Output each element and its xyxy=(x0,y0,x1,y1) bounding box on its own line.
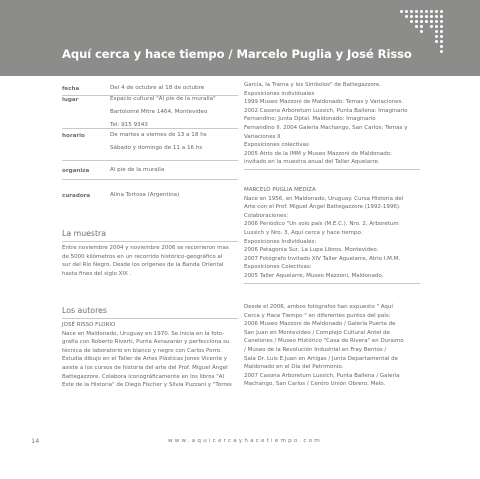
value-fecha: Del 4 de octubre al 18 de octubre xyxy=(110,84,205,91)
logo-dot xyxy=(410,20,413,23)
footer-url: www.aquicercayhacetiempo.com xyxy=(168,438,322,444)
value-organiza: Al pie de la muralla xyxy=(110,166,165,173)
right-column-bio-puglia: MARCELO PUGLIA MEDIZA Nace en 1956, en Maldonado, Uruguay. Cursa Historia del Arte con el Prof. Miguel Ángel Battegazzore (1992-1996). Colaboraciones: 2006 Periódico "Un solo país (M.E.C.). Nro. 2, Arboretum Lussich y Nro. 3, Aquí cerca y hace tiempo. Exposiciones Individuales: 2006 Patagonia Sur, La Lupa Libros, Montevideo. 2007 Fotógrafo Invitado XIV Taller Aquelarre, Atrio I.M.M. Exposiciones Colectivas: 2005 Taller Aquelarre, Museo Mazzoni, Maldonado. xyxy=(244,187,404,279)
right-column-bio-risso: García, la Trama y los Símbolos" de Battegazzore. Exposiciones individuales 1999 Museo Mazzoni de Maldonado: Temas y Variaciones. 2002 Casona Arboretum Lussich, Punta Ballena: Imaginario Fernandino; Junta Dptal. Maldonado: Imaginario Fernandino II. 2004 Galería Machango, San Carlos: Temas y Variaciones II Exposiciones colectivas 2005 Atrio de la IMM y Museo Mazzoni de Maldonado: invitado en la muestra anual del Taller Aquelarre. xyxy=(244,82,408,166)
logo-dot xyxy=(440,25,443,28)
page-number: 14 xyxy=(31,437,40,445)
logo-dot xyxy=(415,20,418,23)
divider xyxy=(62,160,238,161)
logo-dot xyxy=(440,15,443,18)
logo-dot xyxy=(420,10,423,13)
logo-dot xyxy=(435,15,438,18)
logo-dot xyxy=(425,15,428,18)
logo-dot xyxy=(410,10,413,13)
section-heading-autores: Los autores xyxy=(62,306,107,315)
logo-dot xyxy=(425,10,428,13)
logo-dot xyxy=(435,35,438,38)
divider xyxy=(62,318,238,319)
logo-dot xyxy=(425,20,428,23)
logo-dot xyxy=(440,10,443,13)
autores-paragraph: JOSÉ RISSO FLORIO Nace en Maldonado, Uruguay en 1970. Se inicia en la foto- grafía con Roberto Riverti, Punta Asnazarán y perfecciona su técnica de laboratorio en blanco y negro con Carlos Porro. Estudia dibujo en el Taller de Artes Plásticas Jones Vicente y asiste a los cursos de historia del arte del Prof. Miguel Ángel Battegazzore. Colabora iconográficamente en los libros "Al Este de la Historia" de Diego Fischer y Silvia Puzzani y "Torres xyxy=(62,322,232,389)
label-fecha: fecha xyxy=(62,86,80,92)
logo-dot xyxy=(430,20,433,23)
label-organiza: organiza xyxy=(62,168,90,174)
value-horario: De martes a viernes de 13 a 18 hs Sábado y domingo de 11 a 16 hs xyxy=(110,131,207,151)
right-column-exhibitions: Desde el 2006, ambos fotógrafos han expuesto " Aquí Cerca y Hace Tiempo " en diferentes puntos del país: 2006 Museo Mazzoni de Maldonado / Galería Puerta de San Juan en Montevideo / Complejo Cultural Antel de Canelones / Museo Histórico "Casa de Rivera" en Durazno / Museo de la Revolución Industrial en Fray Bentos / Sala Dr. Luis E.Juan en Artigas / Junta Departamental de Maldonado en el Día del Patrimonio. 2007 Casona Arboretum Lussich, Punta Ballena / Galería Machango, San Carlos / Centro Unión Obrero, Melo. xyxy=(244,304,404,388)
logo-dot xyxy=(435,10,438,13)
logo-dot xyxy=(415,10,418,13)
logo-dot xyxy=(435,25,438,28)
logo-dot xyxy=(440,40,443,43)
muestra-paragraph: Entre noviembre 2004 y noviembre 2006 se recorrieron mas de 5000 kilómetros en un recorrido histórico-geográfico al sur del Río Negro. Desde los orígenes de la Banda Oriental hasta fines del siglo XIX . xyxy=(62,245,229,277)
logo-dot xyxy=(415,15,418,18)
logo-dot xyxy=(400,10,403,13)
header-band xyxy=(0,0,480,76)
logo-dot xyxy=(430,15,433,18)
section-heading-muestra: La muestra xyxy=(62,229,107,238)
logo-dot xyxy=(405,15,408,18)
divider xyxy=(62,241,238,242)
label-curadora: curadora xyxy=(62,193,91,199)
logo-dot xyxy=(430,25,433,28)
logo-dot xyxy=(430,10,433,13)
logo-dot xyxy=(420,15,423,18)
logo-dot xyxy=(440,35,443,38)
logo-dot xyxy=(420,20,423,23)
logo-dot xyxy=(435,40,438,43)
logo-dot xyxy=(440,30,443,33)
logo-dot xyxy=(420,25,423,28)
value-curadora: Alina Tortosa (Argentina) xyxy=(110,191,180,198)
logo-dot xyxy=(435,20,438,23)
divider xyxy=(244,169,420,170)
logo-dot xyxy=(410,15,413,18)
logo-dot xyxy=(440,45,443,48)
logo-dot xyxy=(405,10,408,13)
label-horario: horario xyxy=(62,133,85,139)
logo-dot xyxy=(420,30,423,33)
logo-dot xyxy=(435,30,438,33)
label-lugar: lugar xyxy=(62,97,79,103)
divider xyxy=(62,128,238,129)
value-lugar: Espacio cultural "Al pie de la muralla" Bartolomé Mitre 1464, Montevideo Tel: 915 9343 xyxy=(110,95,216,128)
logo-dot xyxy=(440,20,443,23)
divider xyxy=(62,179,238,180)
logo-dot xyxy=(415,25,418,28)
page-title: Aquí cerca y hace tiempo / Marcelo Puglia y José Risso xyxy=(62,47,412,61)
divider xyxy=(244,283,420,284)
logo-dot xyxy=(440,50,443,53)
